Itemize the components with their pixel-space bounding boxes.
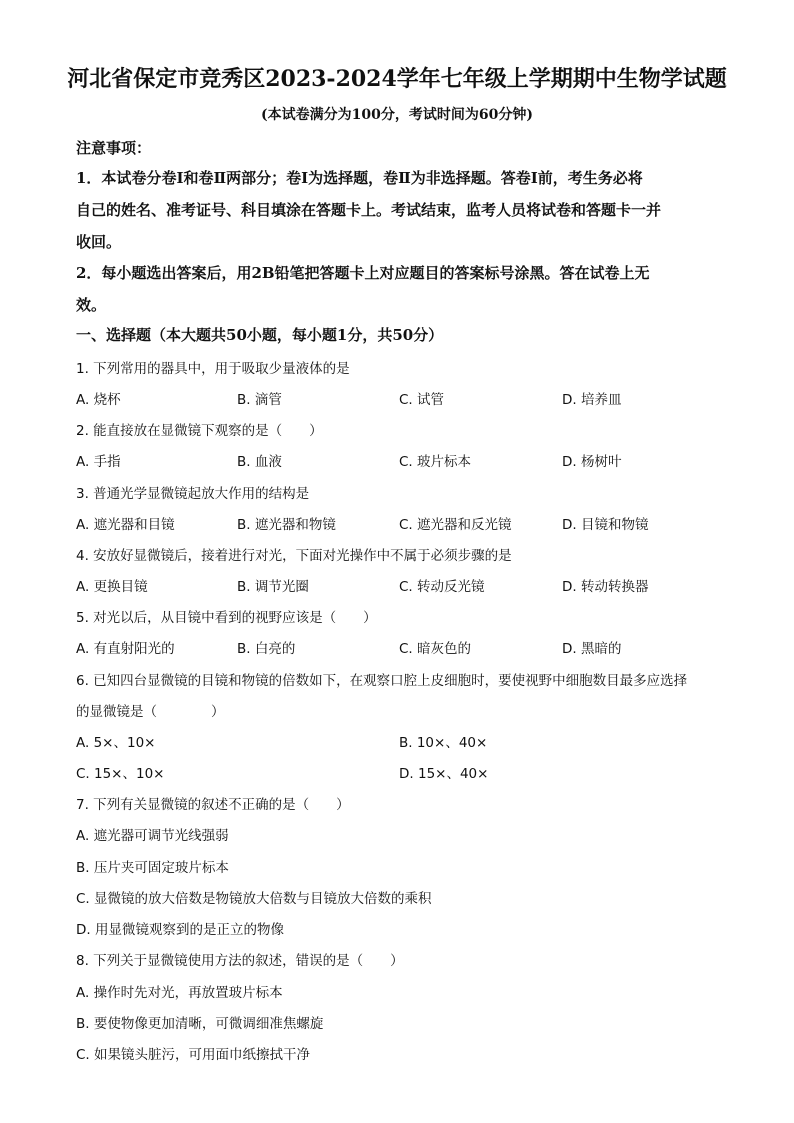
question-1-option-a: A. 烧杯 (76, 392, 121, 408)
notice-item-2-line-1: 2．每小题选出答案后，用2B铅笔把答题卡上对应题目的答案标号涂黑。答在试卷上无 (76, 264, 650, 282)
section-heading: 一、选择题（本大题共50小题，每小题1分，共50分） (76, 326, 444, 344)
question-8-option-b: B. 要使物像更加清晰，可微调细准焦螺旋 (76, 1016, 324, 1032)
question-5-stem: 5. 对光以后，从目镜中看到的视野应该是（ ） (76, 610, 377, 626)
question-1-option-b: B. 滴管 (237, 392, 282, 408)
question-7-option-a: A. 遮光器可调节光线强弱 (76, 828, 229, 844)
question-3-option-d: D. 目镜和物镜 (562, 517, 649, 533)
question-3-option-b: B. 遮光器和物镜 (237, 517, 336, 533)
question-1-stem: 1. 下列常用的器具中，用于吸取少量液体的是 (76, 361, 350, 377)
notice-heading: 注意事项： (76, 139, 152, 157)
question-6-stem-line-2: 的显微镜是（ ） (76, 704, 225, 720)
question-6-option-d: D. 15×、40× (399, 766, 489, 782)
question-5-option-d: D. 黑暗的 (562, 641, 622, 657)
question-5-option-a: A. 有直射阳光的 (76, 641, 175, 657)
question-6-option-b: B. 10×、40× (399, 735, 488, 751)
question-1-option-d: D. 培养皿 (562, 392, 622, 408)
notice-item-2-line-2: 效。 (76, 296, 107, 314)
notice-item-1-line-3: 收回。 (76, 233, 122, 251)
page-subtitle: (本试卷满分为100分，考试时间为60分钟) (261, 107, 533, 123)
notice-item-1-line-1: 1．本试卷分卷Ⅰ和卷Ⅱ两部分；卷Ⅰ为选择题，卷Ⅱ为非选择题。答卷Ⅰ前，考生务必将 (76, 169, 643, 187)
question-8-option-c: C. 如果镜头脏污，可用面巾纸擦拭干净 (76, 1047, 311, 1063)
question-6-option-c: C. 15×、10× (76, 766, 165, 782)
question-5-option-c: C. 暗灰色的 (399, 641, 472, 657)
question-6-option-a: A. 5×、10× (76, 735, 156, 751)
question-2-stem: 2. 能直接放在显微镜下观察的是（ ） (76, 423, 323, 439)
notice-item-1-line-2: 自己的姓名、准考证号、科目填涂在答题卡上。考试结束，监考人员将试卷和答题卡一并 (76, 201, 662, 219)
question-4-option-b: B. 调节光圈 (237, 579, 309, 595)
question-7-option-d: D. 用显微镜观察到的是正立的物像 (76, 922, 284, 938)
question-4-stem: 4. 安放好显微镜后，接着进行对光，下面对光操作中不属于必须步骤的是 (76, 548, 512, 564)
question-3-option-c: C. 遮光器和反光镜 (399, 517, 512, 533)
question-1-option-c: C. 试管 (399, 392, 445, 408)
question-6-stem-line-1: 6. 已知四台显微镜的目镜和物镜的倍数如下，在观察口腔上皮细胞时，要使视野中细胞数目最多应选择 (76, 673, 688, 689)
question-2-option-d: D. 杨树叶 (562, 454, 622, 470)
question-3-stem: 3. 普通光学显微镜起放大作用的结构是 (76, 486, 310, 502)
question-4-option-d: D. 转动转换器 (562, 579, 649, 595)
question-4-option-a: A. 更换目镜 (76, 579, 148, 595)
question-5-option-b: B. 白亮的 (237, 641, 296, 657)
question-8-option-a: A. 操作时先对光，再放置玻片标本 (76, 985, 283, 1001)
question-8-stem: 8. 下列关于显微镜使用方法的叙述，错误的是（ ） (76, 953, 404, 969)
question-3-option-a: A. 遮光器和目镜 (76, 517, 175, 533)
question-4-option-c: C. 转动反光镜 (399, 579, 485, 595)
question-2-option-b: B. 血液 (237, 454, 282, 470)
question-7-option-c: C. 显微镜的放大倍数是物镜放大倍数与目镜放大倍数的乘积 (76, 891, 432, 907)
question-7-stem: 7. 下列有关显微镜的叙述不正确的是（ ） (76, 797, 350, 813)
question-2-option-a: A. 手指 (76, 454, 121, 470)
question-7-option-b: B. 压片夹可固定玻片标本 (76, 860, 229, 876)
question-2-option-c: C. 玻片标本 (399, 454, 472, 470)
page-title: 河北省保定市竞秀区2023-2024学年七年级上学期期中生物学试题 (67, 66, 727, 92)
